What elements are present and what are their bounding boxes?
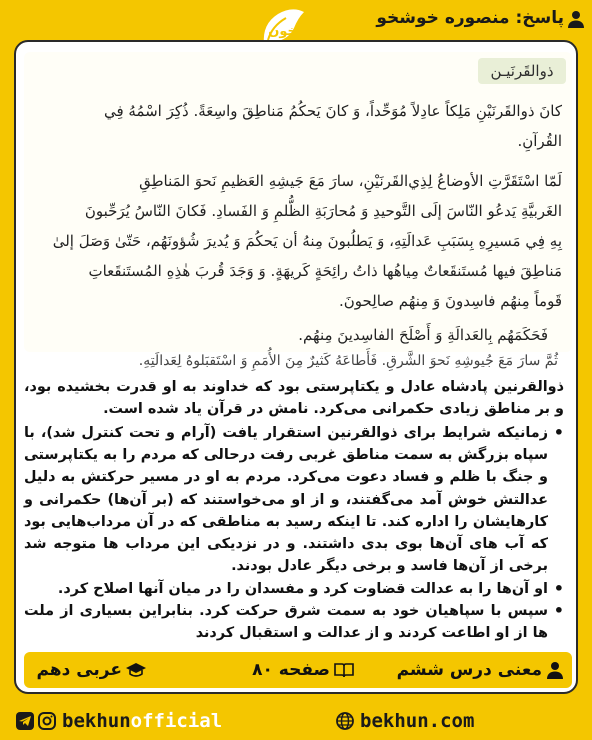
instagram-icon[interactable] — [38, 712, 56, 730]
arabic-line: لَمّا اسْتَقَرَّتِ الأوضاعُ لِذِي‌القَرنَيْنِ، سارَ مَعَ جَيشِهِ العَظيمِ نَحوَ المَناطِقِ — [139, 172, 562, 190]
lesson-label: معنی درس ششم — [396, 660, 542, 680]
globe-icon — [336, 712, 354, 730]
arabic-line: بِهِ فِي مَسيرِهِ بِسَبَبِ عَدالَتِهِ، وَ يَطلُبونَ مِنهُ أن يَحكُمَ وَ يُديرَ شُؤونَهُم، حَتّىٰ وَصَلَ إلىٰ — [52, 232, 562, 250]
logo-text: بخون — [268, 24, 302, 39]
header — [0, 0, 592, 40]
social-handle[interactable] — [62, 710, 222, 732]
textbook-excerpt — [24, 52, 572, 352]
arabic-line: ثُمَّ سارَ مَعَ جُيوشِهِ نَحوَ الشَّرقِ. فَأَطاعَهُ كَثيرٌ مِنَ الأُمَمِ وَ اسْتَقبَلوهُ لِعَدالَتِهِ. — [138, 353, 558, 369]
book-icon — [334, 662, 354, 678]
arabic-line: قَوماً مِنهُم فاسِدونَ وَ مِنهُم صالِحونَ. — [338, 292, 562, 310]
subject-label: عربی دهم — [36, 660, 122, 680]
lesson-info-bar — [24, 652, 572, 688]
arabic-line: فَحَكَمَهُم بِالعَدالَةِ وَ أَصْلَحَ الفاسِدينَ مِنهُم. — [298, 326, 548, 344]
graduation-cap-icon — [126, 661, 146, 679]
answer-bullet: • سپس با سپاهیان خود به سمت شرق حرکت کرد. بنابراین بسیاری از ملت ها از او اطاعت کردند و از عدالت و استقبال کردند — [24, 600, 564, 644]
telegram-icon[interactable] — [16, 712, 34, 730]
lesson-title: ذوالقَرنَيـن — [478, 58, 566, 84]
answer-intro: ذوالقرنین پادشاه عادل و یکتاپرستی بود که خداوند به او قدرت بخشیده بود، و بر مناطق زیادی حکمرانی می‌کرد. نامش در قرآن یاد شده است. — [24, 379, 564, 418]
website-link[interactable]: bekhun.com — [360, 710, 475, 732]
footer — [0, 700, 592, 740]
answer-bullet: • او آن‌ها را به عدالت قضاوت کرد و مفسدان را در میان آنها اصلاح کرد. — [24, 578, 564, 600]
answer-bullet: • زمانیکه شرایط برای ذوالقرنین استقرار یافت (آرام و تحت کنترل شد)، با سپاه بزرگش به سمت مناطق غربی رفت درحالی که مردم را به یکتاپرستی و جنگ با ظلم و فساد دعوت می‌کرد. مردم به او در مسیر حرکتش به دلیل عدالتش خوش آمد می‌گفتند، و از او می‌خواستند که (بر آن‌ها) حکمرانی و کارهایشان را اداره کند. تا اینکه رسید به مناطقی که در آن مرداب‌هایی بود که آب های آن‌ها بوی بدی داشتند. و در نزدیکی این مرداب ها متوجه شد برخی از آن‌ها فاسد و برخی دیگر عادل بودند. — [24, 422, 564, 577]
answer-author: پاسخ: منصوره خوشخو — [376, 8, 564, 28]
arabic-line: كانَ ذوالقَرنَيْنِ مَلِكاً عادِلاً مُوَحِّداً، وَ كانَ يَحكُمُ مَناطِقَ واسِعَةً. ذُكِرَ اسْمُهُ فِي — [103, 102, 562, 120]
user-icon — [568, 10, 584, 28]
content-card — [14, 40, 578, 694]
arabic-line: القُرآنِ. — [517, 132, 562, 150]
page-label: صفحه ۸۰ — [252, 660, 330, 680]
arabic-line: الغَربيَّةِ يَدعُو النّاسَ إلَى التَّوحيدِ وَ مُحارَبَةِ الظُّلمِ وَ الفَسادِ. فَكانَ النّاسُ يُرَحِّبونَ — [84, 202, 562, 220]
handle-part: official — [130, 710, 223, 732]
handle-part: bekhun — [62, 710, 131, 732]
arabic-line: مَناطِقَ فيها مُستَنقَعاتٌ مِياهُها ذاتُ رائِحَةٍ كَريهَةٍ. وَ وَجَدَ قُربَ هٰذِهِ المُستَنقَعاتِ — [88, 262, 562, 280]
user-icon — [546, 661, 564, 679]
